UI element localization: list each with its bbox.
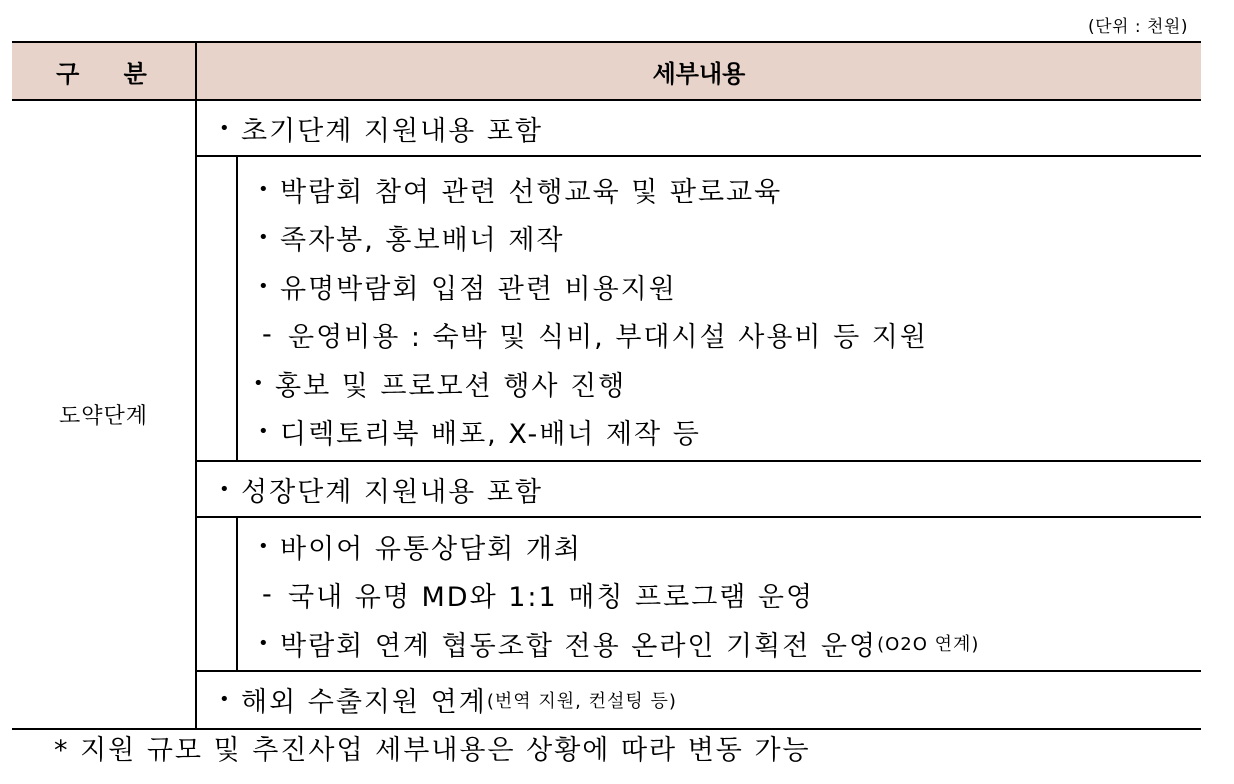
dash-icon: - bbox=[262, 319, 274, 351]
unit-note: (단위 : 천원) bbox=[1088, 17, 1188, 37]
category-cell: 도약단계 bbox=[12, 100, 196, 729]
list-item-text: 홍보 및 프로모션 행사 진행 bbox=[275, 370, 627, 402]
list-item bbox=[238, 262, 1201, 311]
table-header-row bbox=[12, 42, 1201, 100]
list-item bbox=[238, 408, 1201, 457]
block-items bbox=[238, 157, 1201, 460]
table-body-row bbox=[12, 100, 1201, 729]
header-category: 구 분 bbox=[12, 42, 196, 100]
block-gutter bbox=[197, 518, 238, 670]
initial-stage-text: 초기단계 지원내용 포함 bbox=[241, 115, 543, 147]
growth-stage-text: 성장단계 지원내용 포함 bbox=[241, 476, 543, 508]
block-gutter bbox=[197, 157, 238, 460]
overseas-text: 해외 수출지원 연계 bbox=[241, 687, 487, 718]
initial-stage-line bbox=[197, 101, 1201, 155]
list-item bbox=[238, 619, 1201, 668]
list-item bbox=[238, 165, 1201, 214]
list-subitem bbox=[238, 571, 1201, 620]
buyer-support-block bbox=[197, 516, 1201, 670]
list-item-text: 유명박람회 입점 관련 비용지원 bbox=[280, 273, 677, 305]
list-item-text: 박람회 연계 협동조합 전용 온라인 기획전 운영 bbox=[280, 630, 878, 662]
expo-support-block bbox=[197, 155, 1201, 460]
list-item bbox=[238, 359, 1201, 408]
bullet-icon: • bbox=[258, 178, 271, 200]
bullet-icon: • bbox=[219, 689, 232, 710]
bullet-icon: • bbox=[258, 421, 271, 443]
overseas-line bbox=[197, 670, 1201, 728]
list-item-text: 디렉토리북 배포, X-배너 제작 등 bbox=[280, 419, 701, 451]
bullet-icon: • bbox=[219, 117, 232, 139]
list-item bbox=[238, 214, 1201, 263]
bullet-icon: • bbox=[258, 227, 271, 249]
bullet-icon: • bbox=[253, 372, 266, 394]
footnote: * 지원 규모 및 추진사업 세부내용은 상황에 따라 변동 가능 bbox=[54, 735, 811, 766]
detail-cell bbox=[196, 100, 1201, 729]
bullet-icon: • bbox=[258, 632, 271, 654]
support-table bbox=[12, 41, 1201, 730]
list-item-text: 바이어 유통상담회 개최 bbox=[280, 533, 582, 565]
list-item bbox=[238, 522, 1201, 571]
list-item-text: 박람회 참여 관련 선행교육 및 판로교육 bbox=[280, 176, 783, 208]
list-subitem-text: 국내 유명 MD와 1:1 매칭 프로그램 운영 bbox=[288, 582, 815, 614]
bullet-icon: • bbox=[258, 535, 271, 557]
block-items bbox=[238, 518, 1201, 670]
overseas-note: (번역 지원, 컨설팅 등) bbox=[486, 690, 677, 712]
list-item-note: (O2O 연계) bbox=[877, 634, 980, 656]
list-subitem-text: 운영비용 : 숙박 및 식비, 부대시설 사용비 등 지원 bbox=[288, 322, 928, 354]
list-item-text: 족자봉, 홍보배너 제작 bbox=[280, 225, 565, 257]
list-subitem bbox=[238, 311, 1201, 360]
dash-icon: - bbox=[262, 579, 274, 611]
bullet-icon: • bbox=[258, 275, 271, 297]
growth-stage-line bbox=[197, 460, 1201, 516]
bullet-icon: • bbox=[219, 478, 232, 500]
header-detail: 세부내용 bbox=[196, 42, 1201, 100]
